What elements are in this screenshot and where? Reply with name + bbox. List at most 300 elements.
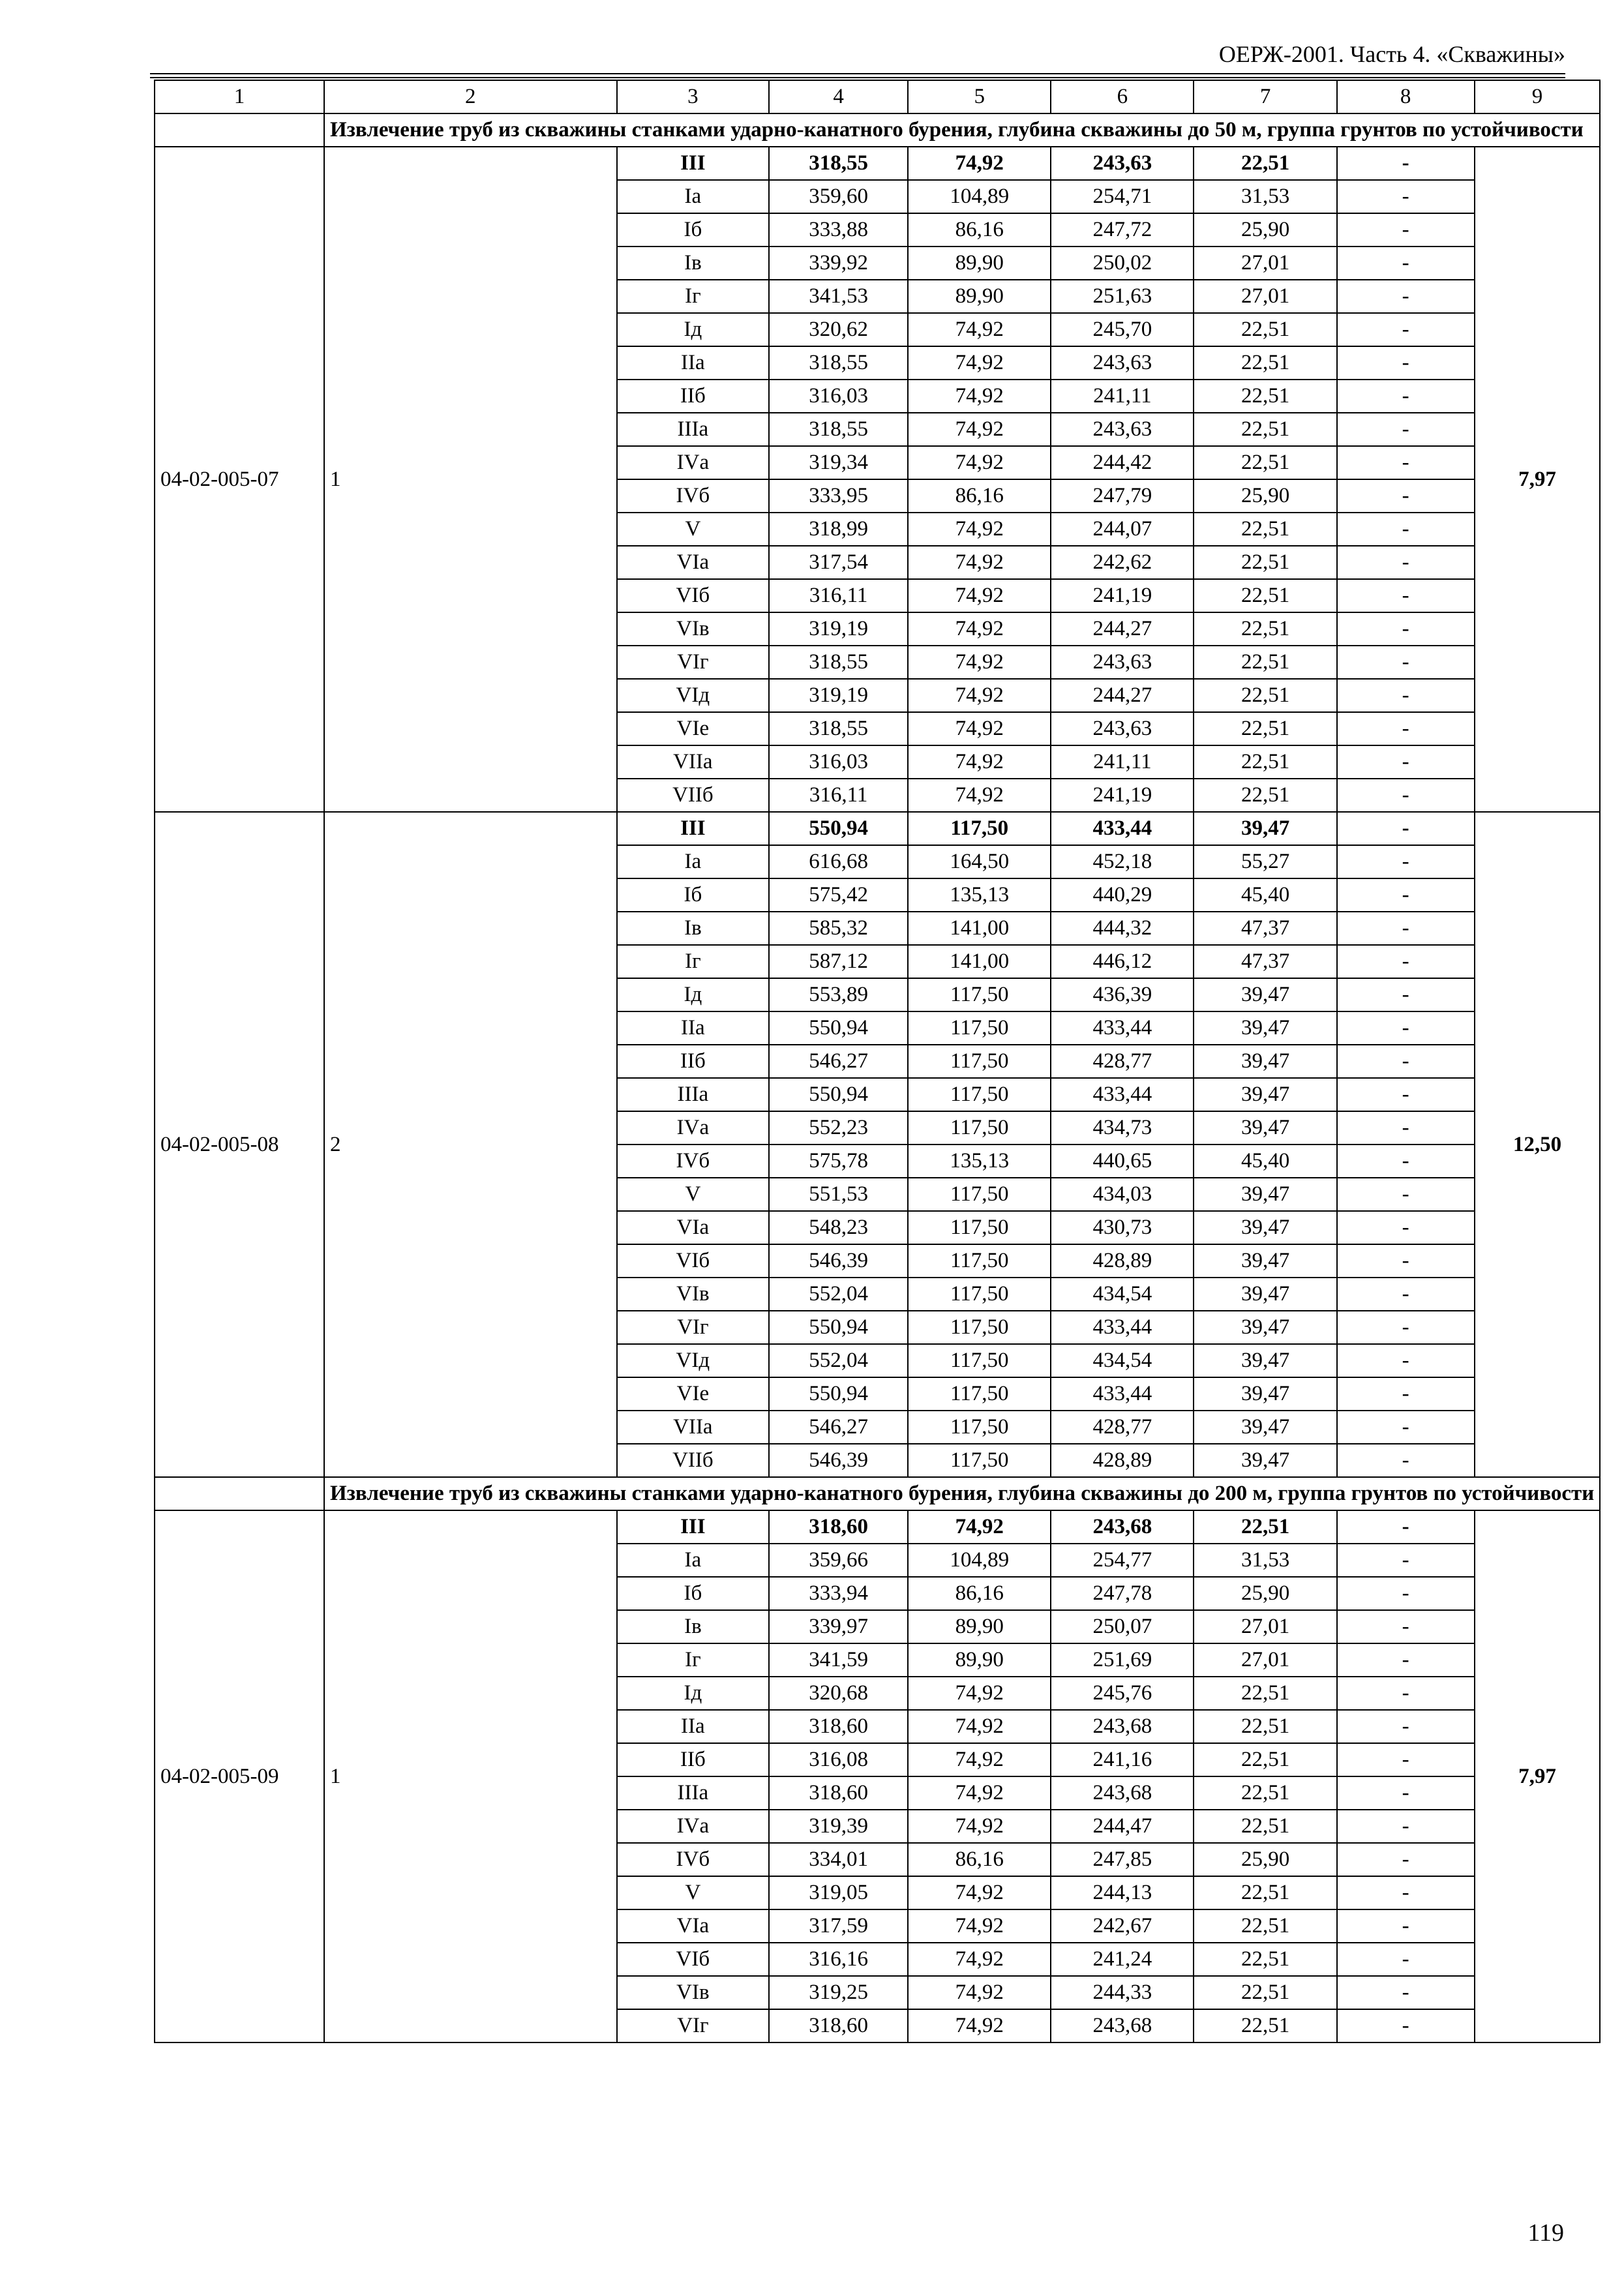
norm-item-number: 1 [324,147,617,812]
column-number: 6 [1051,80,1194,113]
soil-group-cell: III [617,1510,770,1544]
value-cell: - [1337,1244,1475,1278]
soil-group-cell: IVа [617,1111,770,1144]
value-cell: 244,33 [1051,1976,1194,2009]
value-cell: 74,92 [908,1710,1051,1743]
soil-group-cell: Iа [617,1544,770,1577]
soil-group-cell: VIб [617,1244,770,1278]
value-cell: 341,59 [769,1643,908,1677]
soil-group-cell: V [617,1178,770,1211]
value-cell: - [1337,1776,1475,1810]
value-cell: 247,78 [1051,1577,1194,1610]
value-cell: 22,51 [1194,646,1336,679]
value-cell: - [1337,180,1475,213]
value-cell: 117,50 [908,1244,1051,1278]
value-cell: 45,40 [1194,1144,1336,1178]
value-cell: 25,90 [1194,1843,1336,1876]
value-cell: 22,51 [1194,1776,1336,1810]
value-cell: 74,92 [908,679,1051,712]
value-cell: 74,92 [908,1743,1051,1776]
value-cell: 74,92 [908,413,1051,446]
value-cell: 22,51 [1194,779,1336,812]
value-cell: 22,51 [1194,1909,1336,1943]
value-cell: 22,51 [1194,1510,1336,1544]
value-cell: 117,50 [908,1178,1051,1211]
soil-group-cell: Iг [617,1643,770,1677]
value-cell: 243,63 [1051,712,1194,745]
section-title-row [155,1477,1600,1510]
value-cell: 39,47 [1194,1111,1336,1144]
value-cell: 39,47 [1194,1244,1336,1278]
soil-group-cell: IVб [617,1144,770,1178]
soil-group-cell: VIб [617,579,770,612]
value-cell: 428,77 [1051,1045,1194,1078]
value-cell: - [1337,1843,1475,1876]
soil-group-cell: VIд [617,1344,770,1377]
value-cell: 434,54 [1051,1344,1194,1377]
value-cell: 39,47 [1194,1078,1336,1111]
value-cell: 86,16 [908,1577,1051,1610]
soil-group-cell: IIа [617,1011,770,1045]
value-cell: - [1337,1577,1475,1610]
value-cell: - [1337,280,1475,313]
value-cell: - [1337,1643,1475,1677]
document-header [150,37,1565,74]
value-cell: 243,63 [1051,147,1194,180]
value-cell: - [1337,1111,1475,1144]
value-cell: - [1337,247,1475,280]
value-cell: - [1337,1677,1475,1710]
value-cell: - [1337,1876,1475,1909]
section-title-row [155,113,1600,147]
value-cell: 433,44 [1051,1311,1194,1344]
soil-group-cell: Iд [617,978,770,1011]
value-cell: 247,85 [1051,1843,1194,1876]
soil-group-cell: IVб [617,479,770,513]
value-cell: 318,55 [769,346,908,380]
value-cell: 27,01 [1194,247,1336,280]
value-cell: 27,01 [1194,1610,1336,1643]
value-cell: - [1337,745,1475,779]
value-cell: 25,90 [1194,213,1336,247]
value-cell: 317,54 [769,546,908,579]
soil-group-cell: Iб [617,213,770,247]
value-cell: 244,07 [1051,513,1194,546]
soil-group-cell: Iд [617,313,770,346]
value-cell: 440,29 [1051,878,1194,912]
value-cell: 243,68 [1051,1776,1194,1810]
value-cell: 550,94 [769,1078,908,1111]
value-cell: 39,47 [1194,1444,1336,1477]
soil-group-cell: IIIа [617,1078,770,1111]
value-cell: 141,00 [908,912,1051,945]
section-blank-cell [155,113,324,147]
norm-item-number: 1 [324,1510,617,2042]
value-cell: 316,03 [769,380,908,413]
value-cell: 89,90 [908,1643,1051,1677]
value-cell: - [1337,1144,1475,1178]
soil-group-cell: Iб [617,1577,770,1610]
value-cell: - [1337,1976,1475,2009]
value-cell: 244,13 [1051,1876,1194,1909]
value-cell: - [1337,1178,1475,1211]
value-cell: 117,50 [908,1377,1051,1411]
value-cell: 319,25 [769,1976,908,2009]
value-cell: 22,51 [1194,413,1336,446]
soil-group-cell: VIа [617,1909,770,1943]
soil-group-cell: Iа [617,180,770,213]
value-cell: 117,50 [908,1011,1051,1045]
value-cell: 250,02 [1051,247,1194,280]
value-cell: 550,94 [769,1011,908,1045]
value-cell: - [1337,1909,1475,1943]
value-cell: 22,51 [1194,446,1336,479]
value-cell: 47,37 [1194,945,1336,978]
value-cell: 318,99 [769,513,908,546]
value-cell: 333,88 [769,213,908,247]
soil-group-cell: IIа [617,346,770,380]
value-cell: 334,01 [769,1843,908,1876]
value-cell: 39,47 [1194,1178,1336,1211]
value-cell: 247,79 [1051,479,1194,513]
value-cell: 243,68 [1051,1710,1194,1743]
value-cell: 242,62 [1051,546,1194,579]
value-cell: - [1337,380,1475,413]
value-cell: 320,62 [769,313,908,346]
value-cell: 74,92 [908,745,1051,779]
value-cell: 39,47 [1194,1011,1336,1045]
value-cell: 55,27 [1194,845,1336,878]
value-cell: 242,67 [1051,1909,1194,1943]
value-cell: - [1337,1743,1475,1776]
value-cell: 74,92 [908,513,1051,546]
value-cell: - [1337,779,1475,812]
value-cell: 318,60 [769,1776,908,1810]
value-cell: 74,92 [908,1943,1051,1976]
value-cell: 616,68 [769,845,908,878]
soil-group-cell: VIа [617,546,770,579]
value-cell: 86,16 [908,479,1051,513]
value-cell: 440,65 [1051,1144,1194,1178]
value-cell: - [1337,546,1475,579]
value-cell: - [1337,1045,1475,1078]
value-cell: 247,72 [1051,213,1194,247]
value-cell: 22,51 [1194,1743,1336,1776]
value-cell: 551,53 [769,1178,908,1211]
value-cell: 433,44 [1051,812,1194,845]
value-cell: 254,71 [1051,180,1194,213]
value-cell: 316,11 [769,779,908,812]
value-cell: - [1337,1344,1475,1377]
value-cell: 430,73 [1051,1211,1194,1244]
column-number: 1 [155,80,324,113]
value-cell: 241,19 [1051,779,1194,812]
value-cell: 552,23 [769,1111,908,1144]
soil-group-cell: VIв [617,1278,770,1311]
value-cell: 339,97 [769,1610,908,1643]
value-cell: 552,04 [769,1278,908,1311]
norms-table [154,80,1601,2043]
soil-group-cell: IIб [617,1743,770,1776]
value-cell: 135,13 [908,1144,1051,1178]
value-cell: - [1337,912,1475,945]
value-cell: 243,63 [1051,413,1194,446]
page-number: 119 [1527,2219,1564,2247]
soil-group-cell: IVа [617,1810,770,1843]
value-cell: 428,89 [1051,1444,1194,1477]
value-cell: 319,19 [769,612,908,646]
value-cell: 319,34 [769,446,908,479]
value-cell: 45,40 [1194,878,1336,912]
value-cell: 117,50 [908,1078,1051,1111]
value-cell: 74,92 [908,1776,1051,1810]
soil-group-cell: Iг [617,280,770,313]
value-cell: - [1337,712,1475,745]
value-cell: 318,55 [769,646,908,679]
column-number: 8 [1337,80,1475,113]
value-cell: 39,47 [1194,1211,1336,1244]
value-cell: - [1337,1278,1475,1311]
value-cell: 22,51 [1194,1976,1336,2009]
soil-group-cell: IVб [617,1843,770,1876]
value-cell: 39,47 [1194,1344,1336,1377]
value-cell: - [1337,1510,1475,1544]
soil-group-cell: Iд [617,1677,770,1710]
value-cell: 245,70 [1051,313,1194,346]
value-cell: 333,95 [769,479,908,513]
soil-group-cell: VIв [617,612,770,646]
norm-code: 04-02-005-09 [155,1510,324,2042]
value-cell: 434,54 [1051,1278,1194,1311]
value-cell: 22,51 [1194,313,1336,346]
value-cell: 117,50 [908,1111,1051,1144]
column-number: 7 [1194,80,1336,113]
value-cell: 39,47 [1194,1377,1336,1411]
value-cell: 359,60 [769,180,908,213]
value-cell: 316,11 [769,579,908,612]
value-cell: 74,92 [908,646,1051,679]
value-cell: 104,89 [908,180,1051,213]
soil-group-cell: VIIа [617,745,770,779]
value-cell: - [1337,878,1475,912]
soil-group-cell: III [617,147,770,180]
value-cell: 39,47 [1194,978,1336,1011]
column-9-value: 7,97 [1475,1510,1601,2042]
norm-code: 04-02-005-07 [155,147,324,812]
soil-group-cell: IIIа [617,413,770,446]
value-cell: 39,47 [1194,1311,1336,1344]
value-cell: 434,73 [1051,1111,1194,1144]
section-blank-cell [155,1477,324,1510]
value-cell: 241,24 [1051,1943,1194,1976]
value-cell: 428,77 [1051,1411,1194,1444]
value-cell: 552,04 [769,1344,908,1377]
value-cell: 74,92 [908,712,1051,745]
value-cell: 318,60 [769,1710,908,1743]
value-cell: 244,42 [1051,446,1194,479]
header-title: ОЕРЖ-2001. Часть 4. «Скважины» [1218,41,1565,67]
value-cell: 428,89 [1051,1244,1194,1278]
soil-group-cell: IIб [617,380,770,413]
value-cell: - [1337,1311,1475,1344]
value-cell: 22,51 [1194,579,1336,612]
value-cell: 117,50 [908,1311,1051,1344]
soil-group-cell: VIа [617,1211,770,1244]
value-cell: 341,53 [769,280,908,313]
value-cell: 22,51 [1194,1810,1336,1843]
value-cell: 74,92 [908,1677,1051,1710]
value-cell: 318,55 [769,147,908,180]
value-cell: 74,92 [908,546,1051,579]
value-cell: 575,78 [769,1144,908,1178]
value-cell: 318,55 [769,712,908,745]
value-cell: 550,94 [769,1377,908,1411]
value-cell: - [1337,1411,1475,1444]
value-cell: 22,51 [1194,513,1336,546]
value-cell: - [1337,313,1475,346]
value-cell: 86,16 [908,213,1051,247]
value-cell: 89,90 [908,1610,1051,1643]
value-cell: 39,47 [1194,1045,1336,1078]
value-cell: 74,92 [908,313,1051,346]
value-cell: 89,90 [908,280,1051,313]
value-cell: - [1337,446,1475,479]
value-cell: 317,59 [769,1909,908,1943]
value-cell: 251,69 [1051,1643,1194,1677]
value-cell: - [1337,579,1475,612]
value-cell: - [1337,1943,1475,1976]
column-9-value: 12,50 [1475,812,1601,1477]
value-cell: - [1337,1011,1475,1045]
value-cell: 319,05 [769,1876,908,1909]
value-cell: 89,90 [908,247,1051,280]
value-cell: 546,39 [769,1444,908,1477]
table-row [155,812,1600,845]
value-cell: 22,51 [1194,346,1336,380]
value-cell: 74,92 [908,2009,1051,2042]
value-cell: 318,55 [769,413,908,446]
value-cell: 164,50 [908,845,1051,878]
value-cell: - [1337,479,1475,513]
value-cell: 74,92 [908,380,1051,413]
value-cell: 22,51 [1194,1876,1336,1909]
value-cell: - [1337,845,1475,878]
value-cell: 319,39 [769,1810,908,1843]
value-cell: 433,44 [1051,1011,1194,1045]
value-cell: 25,90 [1194,1577,1336,1610]
value-cell: 575,42 [769,878,908,912]
soil-group-cell: Iб [617,878,770,912]
value-cell: 316,03 [769,745,908,779]
value-cell: 141,00 [908,945,1051,978]
value-cell: - [1337,612,1475,646]
value-cell: 22,51 [1194,612,1336,646]
value-cell: 243,63 [1051,346,1194,380]
value-cell: 74,92 [908,1976,1051,2009]
norm-item-number: 2 [324,812,617,1477]
column-numbers-row [155,80,1600,113]
value-cell: 241,11 [1051,380,1194,413]
value-cell: - [1337,1078,1475,1111]
soil-group-cell: VIг [617,2009,770,2042]
value-cell: 546,27 [769,1045,908,1078]
value-cell: 318,60 [769,1510,908,1544]
value-cell: 31,53 [1194,180,1336,213]
soil-group-cell: V [617,513,770,546]
value-cell: 316,16 [769,1943,908,1976]
value-cell: 587,12 [769,945,908,978]
value-cell: 74,92 [908,1810,1051,1843]
value-cell: 39,47 [1194,1278,1336,1311]
soil-group-cell: VIв [617,1976,770,2009]
value-cell: - [1337,513,1475,546]
value-cell: 104,89 [908,1544,1051,1577]
value-cell: 74,92 [908,1909,1051,1943]
value-cell: 436,39 [1051,978,1194,1011]
value-cell: 22,51 [1194,1677,1336,1710]
value-cell: 22,51 [1194,1943,1336,1976]
value-cell: 359,66 [769,1544,908,1577]
value-cell: 434,03 [1051,1178,1194,1211]
value-cell: - [1337,646,1475,679]
soil-group-cell: Iв [617,912,770,945]
value-cell: 446,12 [1051,945,1194,978]
section-title: Извлечение труб из скважины станками ударно-канатного бурения, глубина скважины до 200 м, группа грунтов по устойчивости [324,1477,1600,1510]
soil-group-cell: VIе [617,1377,770,1411]
value-cell: 74,92 [908,147,1051,180]
value-cell: 117,50 [908,1344,1051,1377]
value-cell: - [1337,2009,1475,2042]
soil-group-cell: IVа [617,446,770,479]
soil-group-cell: V [617,1876,770,1909]
value-cell: 243,63 [1051,646,1194,679]
value-cell: 316,08 [769,1743,908,1776]
table-row [155,1510,1600,1544]
value-cell: 117,50 [908,1278,1051,1311]
soil-group-cell: VIг [617,1311,770,1344]
column-number: 2 [324,80,617,113]
value-cell: 241,11 [1051,745,1194,779]
value-cell: 22,51 [1194,712,1336,745]
value-cell: 244,27 [1051,679,1194,712]
value-cell: 243,68 [1051,1510,1194,1544]
value-cell: - [1337,213,1475,247]
column-number: 3 [617,80,770,113]
value-cell: - [1337,812,1475,845]
value-cell: 550,94 [769,1311,908,1344]
value-cell: 444,32 [1051,912,1194,945]
value-cell: 22,51 [1194,546,1336,579]
value-cell: 117,50 [908,1045,1051,1078]
soil-group-cell: IIб [617,1045,770,1078]
value-cell: 546,39 [769,1244,908,1278]
value-cell: - [1337,1610,1475,1643]
value-cell: 31,53 [1194,1544,1336,1577]
column-9-value: 7,97 [1475,147,1601,812]
value-cell: 135,13 [908,878,1051,912]
value-cell: - [1337,679,1475,712]
value-cell: 39,47 [1194,812,1336,845]
value-cell: 250,07 [1051,1610,1194,1643]
value-cell: 433,44 [1051,1078,1194,1111]
value-cell: - [1337,1544,1475,1577]
column-number: 5 [908,80,1051,113]
value-cell: 319,19 [769,679,908,712]
column-number: 9 [1475,80,1601,113]
value-cell: 243,68 [1051,2009,1194,2042]
value-cell: 244,27 [1051,612,1194,646]
value-cell: 25,90 [1194,479,1336,513]
